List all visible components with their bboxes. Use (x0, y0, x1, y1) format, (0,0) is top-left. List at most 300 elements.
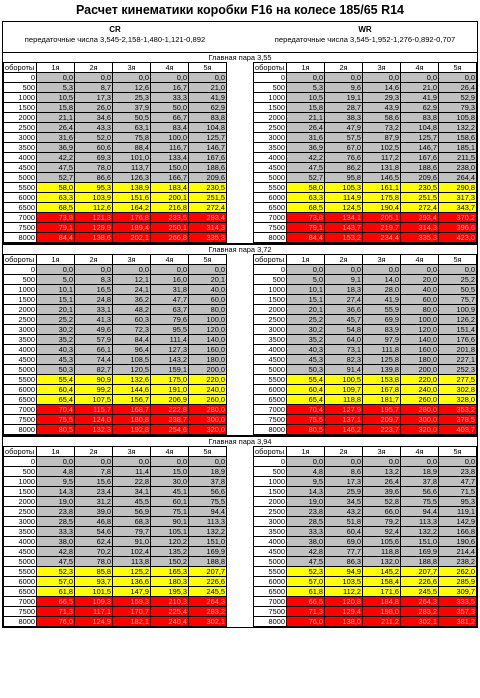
speed-cell: 171,6 (363, 587, 401, 597)
table-row (254, 113, 477, 123)
table-row (254, 507, 477, 517)
rpm-cell: 3500 (4, 527, 37, 537)
speed-cell: 16,5 (75, 285, 113, 295)
speed-cell: 0,0 (439, 73, 477, 83)
table-row (254, 285, 477, 295)
speed-cell: 100,0 (189, 315, 227, 325)
speed-cell: 50,3 (37, 365, 75, 375)
speed-cell: 240,0 (189, 385, 227, 395)
speed-cell: 84,4 (113, 335, 151, 345)
speed-cell: 151,0 (189, 537, 227, 547)
speed-cell: 120,2 (151, 537, 189, 547)
speed-cell: 146,7 (189, 143, 227, 153)
gear-column-header: 2я (325, 447, 363, 457)
table-row (254, 213, 477, 223)
table-row (4, 325, 227, 335)
speed-cell: 30,2 (287, 325, 325, 335)
speed-cell: 15,1 (287, 295, 325, 305)
speed-cell: 117,2 (363, 153, 401, 163)
speed-cell: 0,0 (189, 457, 227, 467)
rpm-cell: 4500 (4, 547, 37, 557)
speed-cell: 0,0 (363, 457, 401, 467)
speed-cell: 71,5 (439, 487, 477, 497)
speed-cell: 78,0 (75, 557, 113, 567)
speed-cell: 205,1 (363, 213, 401, 223)
rpm-cell: 2500 (4, 507, 37, 517)
speed-cell: 82,3 (325, 355, 363, 365)
speed-cell: 190,6 (439, 537, 477, 547)
table-row (4, 415, 227, 425)
rpm-column-header: обороты (4, 447, 37, 457)
speed-cell: 0,0 (75, 457, 113, 467)
speed-cell: 43,9 (363, 103, 401, 113)
speed-cell: 272,4 (189, 203, 227, 213)
speed-cell: 227,1 (439, 355, 477, 365)
speed-cell: 0,0 (37, 73, 75, 83)
speed-cell: 124,0 (75, 415, 113, 425)
table-row (4, 173, 227, 183)
speed-cell: 63,3 (37, 193, 75, 203)
speed-cell: 86,3 (325, 557, 363, 567)
speed-cell: 80,5 (37, 425, 75, 435)
speed-cell: 254,6 (151, 425, 189, 435)
speed-cell: 9,6 (325, 83, 363, 93)
rpm-cell: 3500 (4, 335, 37, 345)
speed-cell: 30,2 (37, 325, 75, 335)
rpm-cell: 8000 (4, 425, 37, 435)
gear-column-header: 1я (287, 447, 325, 457)
speed-cell: 78,0 (75, 163, 113, 173)
speed-cell: 28,5 (287, 517, 325, 527)
gear-column-header: 5я (439, 447, 477, 457)
speed-cell: 234,4 (363, 233, 401, 243)
speed-cell: 142,9 (439, 517, 477, 527)
speed-cell: 132,2 (401, 527, 439, 537)
speed-cell: 317,3 (439, 193, 477, 203)
gear-column-header: 2я (75, 63, 113, 73)
rpm-cell: 0 (254, 73, 287, 83)
speed-cell: 183,4 (151, 183, 189, 193)
table-row (254, 193, 477, 203)
right-speed-table (253, 446, 477, 627)
speed-cell: 18,3 (325, 285, 363, 295)
speed-cell: 26,4 (287, 123, 325, 133)
gear-column-header: 1я (287, 63, 325, 73)
table-row (254, 477, 477, 487)
gear-column-header: 4я (401, 63, 439, 73)
table-row (4, 223, 227, 233)
left-gearbox-name: CR (109, 25, 121, 34)
speed-cell: 335,3 (401, 233, 439, 243)
speed-cell: 201,8 (439, 345, 477, 355)
speed-cell: 214,4 (439, 547, 477, 557)
speed-cell: 58,6 (363, 113, 401, 123)
table-row (254, 355, 477, 365)
rpm-cell: 4500 (254, 163, 287, 173)
speed-cell: 36,9 (287, 143, 325, 153)
speed-cell: 124,5 (325, 203, 363, 213)
table-row (254, 103, 477, 113)
table-row (4, 477, 227, 487)
speed-cell: 104,8 (189, 123, 227, 133)
speed-cell: 230,5 (401, 183, 439, 193)
speed-cell: 66,0 (363, 507, 401, 517)
speed-cell: 121,3 (75, 213, 113, 223)
speed-cell: 151,0 (401, 537, 439, 547)
gear-column-header: 1я (37, 255, 75, 265)
speed-cell: 19,0 (37, 497, 75, 507)
speed-cell: 65,4 (287, 395, 325, 405)
speed-cell: 283,2 (401, 607, 439, 617)
speed-cell: 79,7 (113, 527, 151, 537)
speed-cell: 52,8 (363, 497, 401, 507)
rpm-cell: 7500 (254, 223, 287, 233)
rpm-cell: 3500 (254, 335, 287, 345)
speed-cell: 105,6 (363, 537, 401, 547)
table-row (4, 527, 227, 537)
speed-cell: 0,0 (151, 73, 189, 83)
speed-cell: 60,3 (113, 315, 151, 325)
speed-cell: 68,5 (287, 203, 325, 213)
speed-cell: 144,6 (113, 385, 151, 395)
table-row (254, 597, 477, 607)
final-drive-label: Главная пара 3,72 (2, 244, 478, 254)
speed-cell: 71,3 (37, 607, 75, 617)
speed-cell: 195,7 (363, 405, 401, 415)
rpm-cell: 500 (254, 83, 287, 93)
rpm-cell: 1000 (4, 93, 37, 103)
table-row (254, 265, 477, 275)
speed-cell: 260,0 (401, 395, 439, 405)
speed-cell: 50,5 (439, 285, 477, 295)
rpm-cell: 8000 (4, 233, 37, 243)
rpm-column-header: обороты (4, 63, 37, 73)
table-row (254, 73, 477, 83)
rpm-cell: 1000 (254, 477, 287, 487)
rpm-cell: 2500 (254, 315, 287, 325)
speed-cell: 198,0 (363, 607, 401, 617)
speed-cell: 302,8 (439, 385, 477, 395)
gear-column-header: 2я (75, 447, 113, 457)
speed-cell: 100,5 (325, 375, 363, 385)
speed-cell: 135,2 (151, 547, 189, 557)
speed-cell: 115,7 (75, 405, 113, 415)
speed-cell: 73,2 (363, 123, 401, 133)
speed-cell: 293,4 (401, 213, 439, 223)
speed-cell: 52,7 (287, 173, 325, 183)
speed-cell: 146,2 (325, 425, 363, 435)
speed-cell: 309,7 (439, 587, 477, 597)
speed-cell: 153,8 (363, 375, 401, 385)
speed-cell: 69,9 (363, 315, 401, 325)
speed-cell: 38,0 (37, 537, 75, 547)
speed-cell: 300,0 (189, 415, 227, 425)
table-row (254, 467, 477, 477)
rpm-cell: 4000 (4, 153, 37, 163)
speed-cell: 29,3 (363, 93, 401, 103)
final-drive-tables (2, 62, 478, 244)
speed-cell: 75,8 (113, 133, 151, 143)
speed-cell: 133,4 (151, 153, 189, 163)
speed-cell: 28,5 (37, 517, 75, 527)
speed-cell: 41,9 (363, 295, 401, 305)
speed-cell: 79,3 (439, 103, 477, 113)
speed-cell: 56,6 (189, 487, 227, 497)
table-gap (227, 62, 253, 243)
speed-cell: 94,4 (189, 507, 227, 517)
speed-cell: 24,1 (113, 285, 151, 295)
rpm-column-header: обороты (4, 255, 37, 265)
speed-cell: 9,1 (325, 275, 363, 285)
speed-cell: 14,6 (363, 83, 401, 93)
rpm-cell: 5500 (254, 567, 287, 577)
speed-cell: 190,4 (363, 203, 401, 213)
speed-cell: 46,8 (75, 517, 113, 527)
speed-cell: 51,8 (325, 517, 363, 527)
speed-cell: 63,7 (151, 305, 189, 315)
rpm-column-header: обороты (254, 255, 287, 265)
speed-cell: 333,5 (439, 597, 477, 607)
kinematics-sheet (2, 21, 478, 628)
table-row (4, 507, 227, 517)
speed-cell: 109,3 (75, 597, 113, 607)
speed-cell: 0,0 (287, 457, 325, 467)
table-row (254, 233, 477, 243)
speed-cell: 283,2 (189, 607, 227, 617)
speed-cell: 140,0 (401, 335, 439, 345)
speed-cell: 76,0 (37, 617, 75, 627)
speed-cell: 31,6 (37, 133, 75, 143)
speed-cell: 126,2 (439, 315, 477, 325)
speed-cell: 41,3 (75, 315, 113, 325)
speed-cell: 20,1 (189, 275, 227, 285)
table-row (4, 143, 227, 153)
speed-cell: 27,4 (325, 295, 363, 305)
speed-cell: 114,9 (325, 193, 363, 203)
speed-cell: 35,2 (37, 335, 75, 345)
speed-cell: 166,8 (439, 527, 477, 537)
table-row (254, 457, 477, 467)
speed-cell: 188,8 (189, 557, 227, 567)
table-row (4, 113, 227, 123)
speed-cell: 113,8 (113, 557, 151, 567)
rpm-cell: 6000 (254, 385, 287, 395)
rpm-cell: 7500 (254, 415, 287, 425)
speed-cell: 39,6 (363, 487, 401, 497)
table-row (4, 467, 227, 477)
speed-cell: 20,1 (287, 305, 325, 315)
speed-cell: 75,5 (287, 415, 325, 425)
gear-column-header: 1я (287, 255, 325, 265)
gear-column-header: 5я (439, 63, 477, 73)
rpm-cell: 0 (254, 265, 287, 275)
speed-cell: 136,6 (113, 577, 151, 587)
speed-cell: 132,3 (75, 425, 113, 435)
speed-cell: 23,8 (287, 507, 325, 517)
speed-cell: 16,0 (151, 275, 189, 285)
table-row (254, 415, 477, 425)
rpm-cell: 6500 (254, 587, 287, 597)
left-speed-table (3, 254, 227, 435)
speed-cell: 25,3 (113, 93, 151, 103)
speed-cell: 70,4 (37, 405, 75, 415)
gear-column-header: 4я (151, 447, 189, 457)
speed-cell: 12,6 (113, 83, 151, 93)
speed-cell: 320,0 (401, 425, 439, 435)
gear-column-header: 4я (401, 447, 439, 457)
table-row (254, 93, 477, 103)
rpm-cell: 6000 (254, 193, 287, 203)
speed-cell: 12,1 (113, 275, 151, 285)
speed-cell: 120,5 (113, 365, 151, 375)
speed-cell: 31,8 (151, 285, 189, 295)
table-row (4, 203, 227, 213)
speed-cell: 370,2 (439, 213, 477, 223)
rpm-cell: 6000 (4, 577, 37, 587)
speed-cell: 23,8 (439, 467, 477, 477)
speed-cell: 108,5 (113, 355, 151, 365)
speed-cell: 195,3 (151, 587, 189, 597)
speed-cell: 95,8 (325, 173, 363, 183)
speed-cell: 219,7 (363, 223, 401, 233)
speed-cell: 240,0 (401, 385, 439, 395)
speed-cell: 38,0 (287, 537, 325, 547)
table-row (254, 577, 477, 587)
speed-cell: 45,1 (151, 487, 189, 497)
speed-cell: 86,2 (325, 163, 363, 173)
speed-cell: 79,1 (37, 223, 75, 233)
speed-cell: 120,8 (325, 597, 363, 607)
speed-cell: 320,0 (189, 425, 227, 435)
speed-cell: 280,0 (401, 405, 439, 415)
speed-cell: 35,2 (287, 335, 325, 345)
rpm-cell: 6000 (4, 193, 37, 203)
speed-cell: 16,7 (151, 83, 189, 93)
speed-cell: 211,2 (363, 617, 401, 627)
speed-cell: 79,6 (151, 315, 189, 325)
speed-cell: 55,9 (363, 305, 401, 315)
rpm-cell: 500 (4, 275, 37, 285)
table-row (254, 617, 477, 627)
speed-cell: 57,9 (75, 335, 113, 345)
table-header-row (4, 255, 227, 265)
speed-cell: 54,8 (325, 325, 363, 335)
speed-cell: 302,1 (401, 617, 439, 627)
speed-cell: 62,9 (401, 103, 439, 113)
table-row (4, 265, 227, 275)
rpm-cell: 5000 (254, 173, 287, 183)
speed-cell: 105,8 (439, 113, 477, 123)
speed-cell: 84,4 (37, 233, 75, 243)
speed-cell: 70,4 (287, 405, 325, 415)
table-row (4, 365, 227, 375)
table-row (4, 275, 227, 285)
speed-cell: 82,7 (75, 365, 113, 375)
rpm-cell: 2500 (254, 123, 287, 133)
speed-cell: 66,5 (287, 597, 325, 607)
speed-cell: 47,7 (151, 295, 189, 305)
speed-cell: 117,1 (75, 607, 113, 617)
table-row (254, 173, 477, 183)
speed-cell: 80,5 (287, 425, 325, 435)
speed-cell: 147,9 (113, 587, 151, 597)
table-row (254, 335, 477, 345)
rpm-cell: 0 (4, 73, 37, 83)
rpm-cell: 7000 (4, 213, 37, 223)
speed-cell: 4,8 (37, 467, 75, 477)
rpm-cell: 7500 (4, 223, 37, 233)
speed-cell: 57,0 (287, 577, 325, 587)
speed-cell: 111,8 (363, 345, 401, 355)
speed-cell: 109,7 (325, 385, 363, 395)
right-speed-table (253, 254, 477, 435)
speed-cell: 19,0 (287, 497, 325, 507)
speed-cell: 58,0 (287, 183, 325, 193)
table-row (4, 425, 227, 435)
gear-column-header: 3я (363, 255, 401, 265)
rpm-cell: 3000 (254, 517, 287, 527)
speed-cell: 146,5 (363, 173, 401, 183)
speed-cell: 0,0 (325, 457, 363, 467)
rpm-cell: 7000 (254, 597, 287, 607)
speed-cell: 84,4 (287, 233, 325, 243)
table-row (4, 405, 227, 415)
speed-cell: 0,0 (189, 265, 227, 275)
speed-cell: 58,0 (37, 183, 75, 193)
speed-cell: 15,8 (37, 103, 75, 113)
rpm-cell: 7500 (254, 607, 287, 617)
speed-cell: 0,0 (151, 457, 189, 467)
speed-cell: 126,3 (113, 173, 151, 183)
speed-cell: 150,2 (151, 557, 189, 567)
speed-cell: 63,3 (287, 193, 325, 203)
speed-cell: 26,0 (75, 103, 113, 113)
table-row (4, 335, 227, 345)
rpm-cell: 6500 (4, 395, 37, 405)
speed-cell: 202,1 (113, 233, 151, 243)
table-row (254, 375, 477, 385)
speed-cell: 43,2 (325, 507, 363, 517)
rpm-cell: 7500 (4, 607, 37, 617)
speed-cell: 378,5 (439, 415, 477, 425)
speed-cell: 57,5 (325, 133, 363, 143)
table-row (4, 213, 227, 223)
speed-cell: 264,4 (439, 173, 477, 183)
left-speed-table (3, 62, 227, 243)
table-row (254, 607, 477, 617)
speed-cell: 104,8 (401, 123, 439, 133)
rpm-cell: 3000 (4, 325, 37, 335)
speed-cell: 48,2 (113, 305, 151, 315)
rpm-column-header: обороты (254, 447, 287, 457)
speed-cell: 34,6 (75, 113, 113, 123)
speed-cell: 168,7 (113, 405, 151, 415)
table-row (254, 163, 477, 173)
speed-cell: 73,8 (287, 213, 325, 223)
speed-cell: 66,5 (37, 597, 75, 607)
speed-cell: 55,4 (37, 375, 75, 385)
speed-cell: 25,2 (287, 315, 325, 325)
speed-cell: 41,9 (189, 93, 227, 103)
speed-cell: 396,6 (439, 223, 477, 233)
speed-cell: 79,2 (363, 517, 401, 527)
speed-cell: 353,2 (439, 405, 477, 415)
table-row (4, 315, 227, 325)
speed-cell: 75,5 (401, 497, 439, 507)
speed-cell: 158,4 (363, 577, 401, 587)
speed-cell: 95,3 (75, 183, 113, 193)
speed-cell: 15,6 (75, 477, 113, 487)
